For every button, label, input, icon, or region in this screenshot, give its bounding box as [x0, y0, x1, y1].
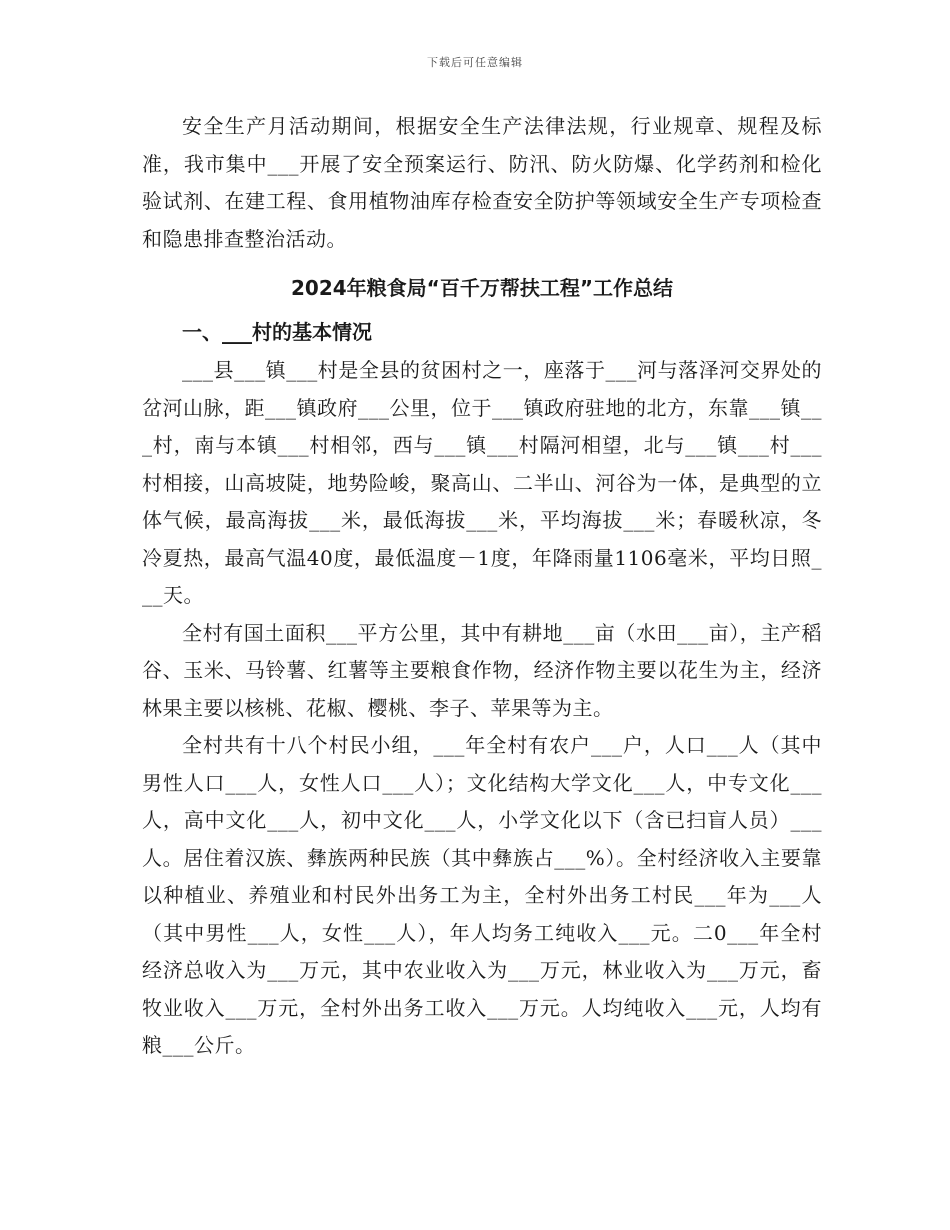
page-header: 下载后可任意编辑 — [427, 56, 523, 69]
intro-paragraph: 安全生产月活动期间，根据安全生产法律法规，行业规章、规程及标准，我市集中___开展了安全预案运行、防汛、防火防爆、化学药剂和检化验试剂、在建工程、食用植物油库存检查安全防护等领域安全生产专项检查和隐患排查整治活动。 — [142, 114, 822, 251]
section-heading: 一、___村的基本情况 — [182, 320, 372, 344]
body-paragraph-land: 全村有国土面积___平方公里，其中有耕地___亩（水田___亩），主产稻谷、玉米、马铃薯、红薯等主要粮食作物，经济作物主要以花生为主，经济林果主要以核桃、花椒、樱桃、李子、苹果等为主。 — [142, 620, 822, 720]
body-paragraph-population: 全村共有十八个村民小组，___年全村有农户___户，人口___人（其中男性人口___人，女性人口___人）；文化结构大学文化___人，中专文化___人，高中文化___人，初中文化___人，小学文化以下（含已扫盲人员）___人。居住着汉族、彝族两种民族（其中彝族占___%）。全村经济收入主要靠以种植业、养殖业和村民外出务工为主，全村外出务工村民___年为___人（其中男性___人，女性___人），年人均务工纯收入___元。二0___年全村经济总收入为___万元，其中农业收入为___万元，林业收入为___万元，畜牧业收入___万元，全村外出务工收入___万元。人均纯收入___元，人均有粮___公斤。 — [142, 733, 822, 1057]
document-title: 2024年粮食局“百千万帮扶工程”工作总结 — [291, 276, 673, 300]
body-paragraph-location: ___县___镇___村是全县的贫困村之一，座落于___河与落泽河交界处的岔河山脉，距___镇政府___公里，位于___镇政府驻地的北方，东靠___镇___村，南与本镇___村相邻，西与___镇___村隔河相望，北与___镇___村___村相接，山高坡陡，地势险峻，聚高山、二半山、河谷为一体，是典型的立体气候，最高海拔___米，最低海拔___米，平均海拔___米；春暖秋凉，冬冷夏热，最高气温40度，最低温度－1度，年降雨量1106毫米，平均日照___天。 — [142, 358, 822, 607]
document-body — [142, 108, 822, 1065]
